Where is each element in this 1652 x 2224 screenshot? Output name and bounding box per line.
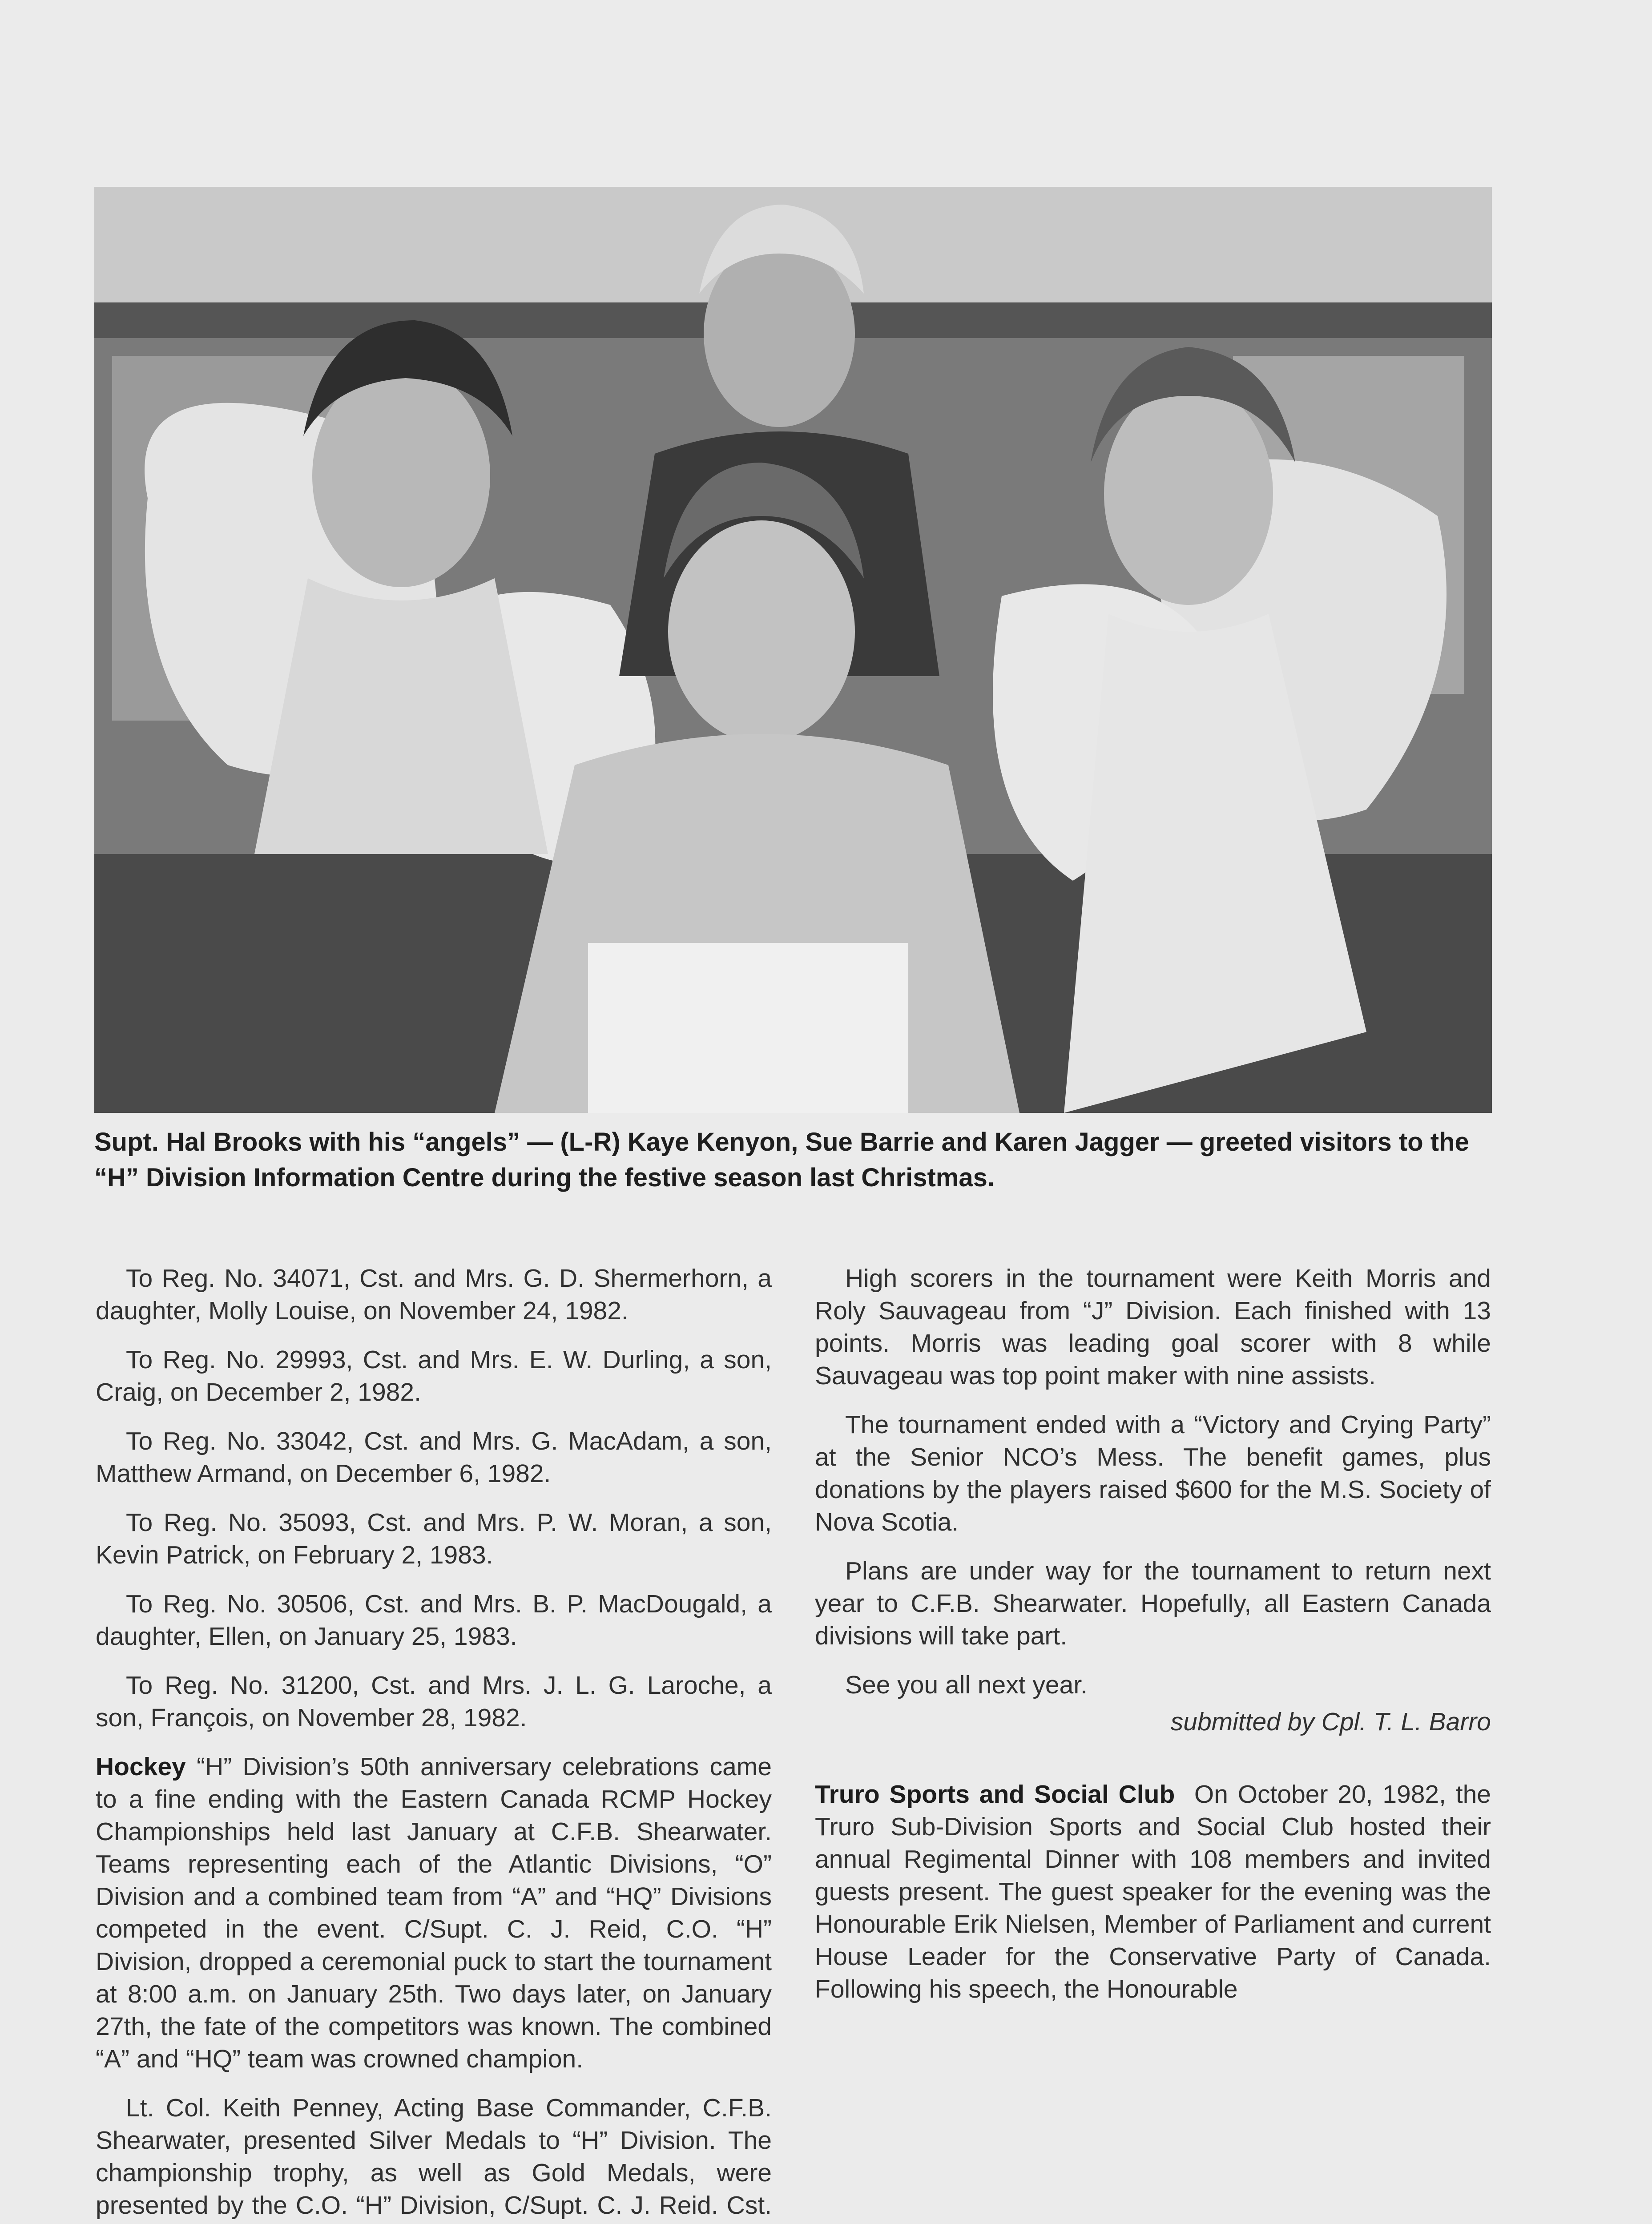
left-column <box>96 1262 772 2224</box>
hockey-paragraph-2: Lt. Col. Keith Penney, Acting Base Commander, C.F.B. Shearwater, presented Silver Medals to “H” Division. The championship trophy, as well as Gold Medals, were presented by the C.O. “H” Division, C/Supt. C. J. Reid. Cst. <box>96 2094 772 2220</box>
birth-notice: To Reg. No. 35093, Cst. and Mrs. P. W. Moran, a son, Kevin Patrick, on February 2, 1983. <box>96 1508 772 1569</box>
hockey-signoff: submitted by Cpl. T. L. Barro <box>1170 1708 1491 1736</box>
photo-illustration <box>94 187 1492 1113</box>
hockey-text: “H” Division’s 50th anniversary celebrations came to a fine ending with the Eastern Canada RCMP Hockey Championships held last January at C.F.B. Shearwater. Teams representing each of the Atlantic Divisions, “O” Division and a combined team from “A” and “HQ” Divisions competed in the event. C/Supt. C. J. Reid, C.O. “H” Division, dropped a ceremonial puck to start the tournament at 8:00 a.m. on January 25th. Two days later, on January 27th, the fate of the competitors was known. The combined “A” and “HQ” team was crowned champion. <box>96 1753 772 2073</box>
hockey-heading: Hockey <box>96 1753 186 1781</box>
birth-notice: To Reg. No. 30506, Cst. and Mrs. B. P. MacDougald, a daughter, Ellen, on January 25, 1983. <box>96 1590 772 1651</box>
truro-paragraph-1 <box>815 1778 1491 2006</box>
hockey-paragraph-6: See you all next year. <box>845 1671 1088 1699</box>
hockey-paragraph-4: The tournament ended with a “Victory and Crying Party” at the Senior NCO’s Mess. The benefit games, plus donations by the players raised $600 for the M.S. Society of Nova Scotia. <box>815 1410 1491 1536</box>
birth-notice: To Reg. No. 34071, Cst. and Mrs. G. D. Shermerhorn, a daughter, Molly Louise, on November 24, 1982. <box>96 1264 772 1325</box>
birth-notice: To Reg. No. 33042, Cst. and Mrs. G. MacAdam, a son, Matthew Armand, on December 6, 1982. <box>96 1427 772 1488</box>
hockey-paragraph-3: High scorers in the tournament were Keith Morris and Roly Sauvageau from “J” Division. Each finished with 13 points. Morris was leading goal scorer with 8 while Sauvageau was top point maker with nine assists. <box>815 1264 1491 1390</box>
truro-heading: Truro Sports and Social Club <box>815 1780 1175 1809</box>
birth-notice: To Reg. No. 31200, Cst. and Mrs. J. L. G. Laroche, a son, François, on November 28, 1982. <box>96 1671 772 1732</box>
photo-caption: Supt. Hal Brooks with his “angels” — (L-R) Kaye Kenyon, Sue Barrie and Karen Jagger — greeted visitors to the “H” Division Information Centre during the festive season last Christmas. <box>94 1128 1469 1192</box>
right-column <box>815 1262 1491 2022</box>
hockey-paragraph-5: Plans are under way for the tournament to return next year to C.F.B. Shearwater. Hopefully, all Eastern Canada divisions will take part. <box>815 1557 1491 1650</box>
birth-notice: To Reg. No. 29993, Cst. and Mrs. E. W. Durling, a son, Craig, on December 2, 1982. <box>96 1346 772 1406</box>
hockey-paragraph-1 <box>96 1751 772 2075</box>
photo <box>94 187 1492 1113</box>
truro-text: On October 20, 1982, the Truro Sub-Division Sports and Social Club hosted their annual Regimental Dinner with 108 members and invited guests present. The guest speaker for the evening was the Honourable Erik Nielsen, Member of Parliament and current House Leader for the Conservative Party of Canada. Following his speech, the Honourable <box>815 1780 1491 2003</box>
